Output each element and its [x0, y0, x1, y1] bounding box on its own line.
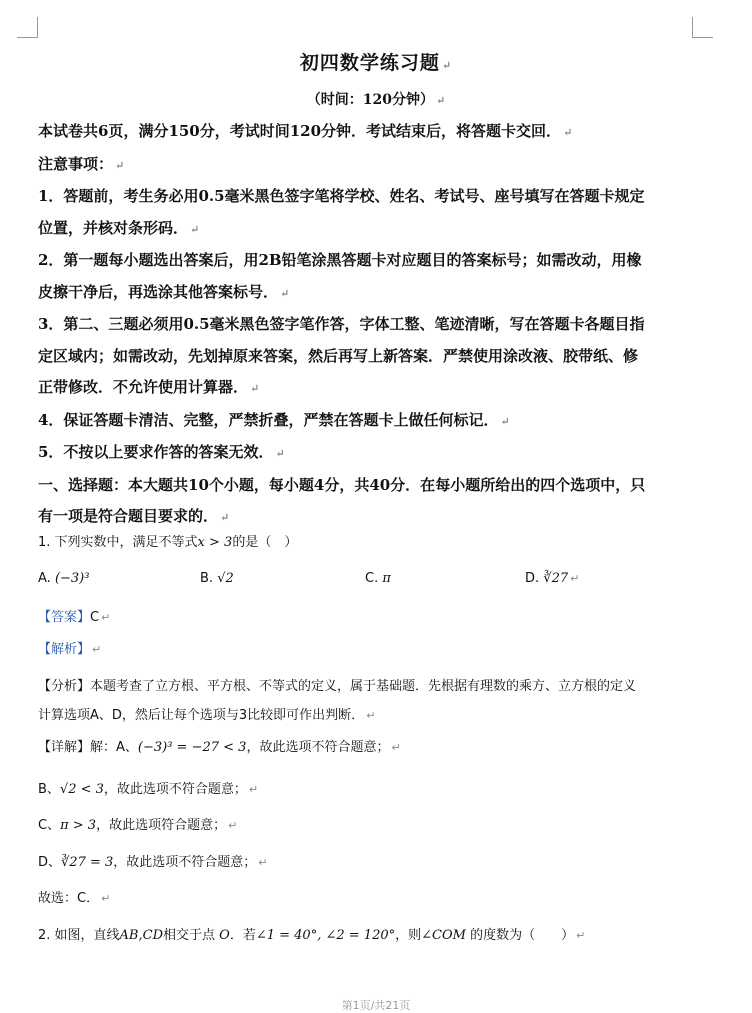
analysis-summary: 【分析】本题考查了立方根、平方根、不等式的定义，属于基础题．先根据有理数的乘方、立方根的定义 计算选项A、D，然后让每个选项与3比较即可作出判断． ↵ [38, 679, 637, 723]
intro-line: 本试卷共6页，满分150分，考试时间120分钟．考试结束后，将答题卡交回． ↵ [38, 122, 573, 140]
notice-line: 位置，并核对条形码． ↵ [38, 218, 200, 237]
notice-line: 3．第二、三题必须用0.5毫米黑色签字笔作答，字体工整、笔迹清晰，写在答题卡各题目指 [38, 315, 645, 333]
exam-instructions [38, 116, 698, 534]
document-subtitle: （时间：120分钟） ↵ [306, 92, 446, 108]
notice-line: 4．保证答题卡清洁、完整，严禁折叠，严禁在答题卡上做任何标记． ↵ [38, 410, 510, 429]
notice-line: 皮擦干净后，再选涂其他答案标号． ↵ [38, 282, 290, 301]
notice-heading: 注意事项： ↵ [38, 154, 125, 173]
option-d: D. ∛27 ↵ [525, 571, 580, 586]
detail-d: D、∛27 = 3，故此选项不符合题意； ↵ [38, 855, 268, 870]
question-1-stem: 1. 下列实数中，满足不等式x > 3的是（ ） [38, 535, 298, 550]
notice-line: 正带修改．不允许使用计算器． ↵ [38, 378, 260, 396]
option-a: A. (−3)³ [38, 571, 90, 586]
option-b: B. √2 [200, 571, 234, 586]
choose-line: 故选：C． ↵ [38, 891, 111, 906]
crop-mark-top-right [692, 17, 713, 38]
document-title: 初四数学练习题 ↵ [299, 52, 453, 74]
crop-mark-top-left [17, 17, 38, 38]
notice-line: 5．不按以上要求作答的答案无效． ↵ [38, 443, 285, 461]
notice-line: 1．答题前，考生务必用0.5毫米黑色签字笔将学校、姓名、考试号、座号填写在答题卡规定 [38, 187, 645, 205]
answer-line: 【答案】C ↵ [38, 610, 111, 625]
option-c: C. π [365, 571, 391, 586]
page-footer: 第1页/共21页 [341, 999, 411, 1012]
question-2-stem: 2. 如图，直线AB,CD相交于点 O．若∠1 = 40°, ∠2 = 120°，则∠COM 的度数为（ ） ↵ [38, 928, 586, 943]
analysis-tag: 【解析】 ↵ [38, 642, 102, 657]
detail-a: 【详解】解：A、(−3)³ = −27 < 3，故此选项不符合题意； ↵ [38, 740, 401, 755]
notice-line: 2．第一题每小题选出答案后，用2B铅笔涂黑答题卡对应题目的答案标号；如需改动，用橡 [38, 251, 642, 269]
notice-line: 定区域内；如需改动，先划掉原来答案，然后再写上新答案．严禁使用涂改液、胶带纸、修 [38, 346, 639, 365]
section-heading: 有一项是符合题目要求的． ↵ [38, 507, 230, 525]
section-heading: 一、选择题：本大题共10个小题，每小题4分，共40分．在每小题所给出的四个选项中，只 [38, 475, 646, 494]
detail-c: C、π > 3，故此选项符合题意； ↵ [38, 818, 238, 833]
detail-b: B、√2 < 3，故此选项不符合题意； ↵ [38, 782, 259, 797]
